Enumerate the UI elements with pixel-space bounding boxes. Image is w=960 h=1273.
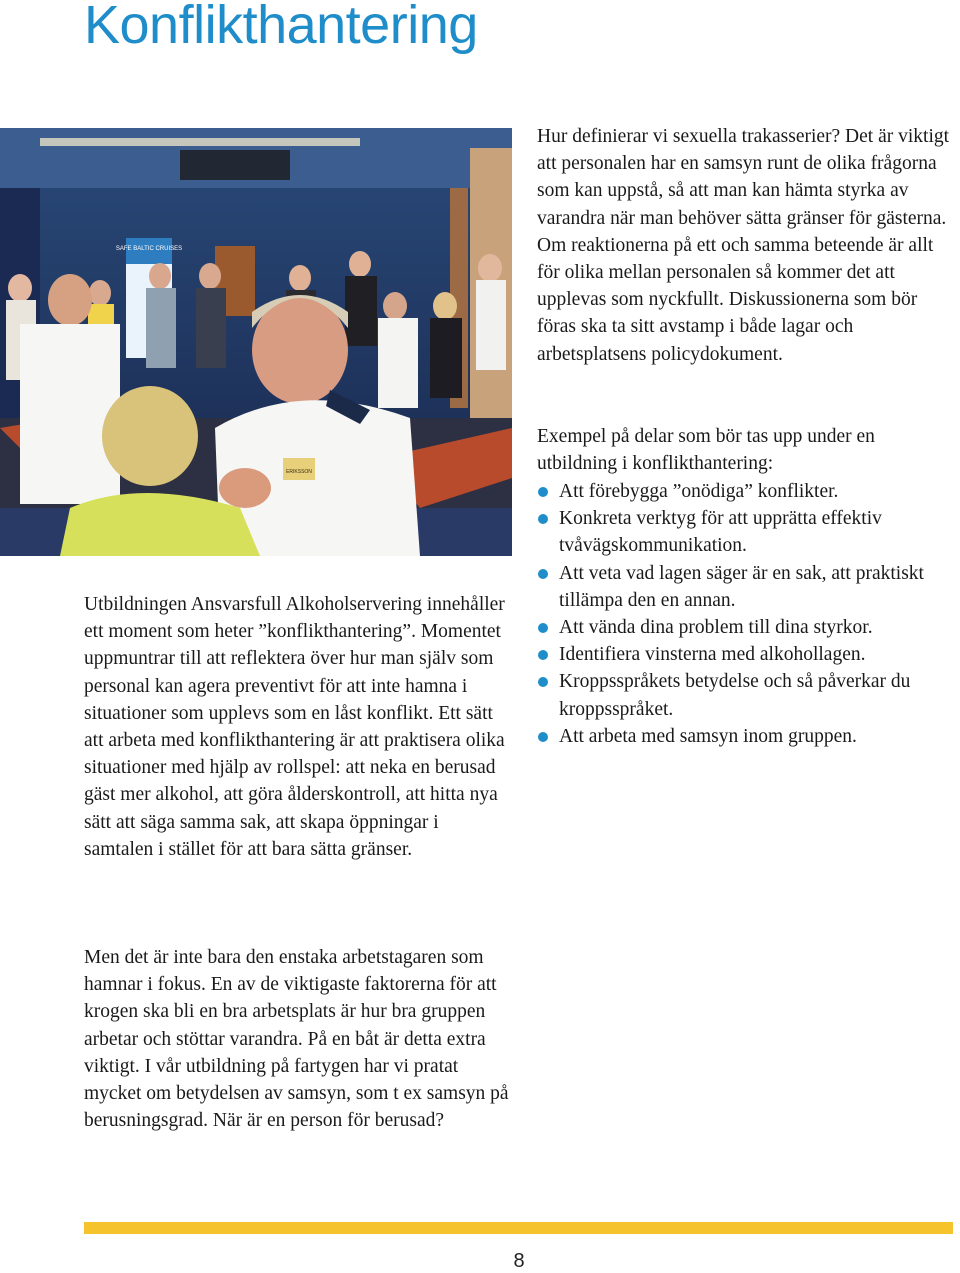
left-paragraph-2: Men det är inte bara den enstaka arbetstagaren som hamnar i fokus. En av de viktigaste faktorerna för att krogen ska bli en bra arbetsplats är hur bra gruppen arbetar och stöttar varandra. På en båt är detta extra viktigt. I vår utbildning på fartygen har vi pratat mycket om betydelsen av samsyn, som t ex samsyn på berusningsgrad. När är en person för berusad? (84, 947, 509, 1132)
right-paragraph-1: Hur definierar vi sexuella trakasserier? Det är viktigt att personalen har en samsyn runt de olika frågorna som kan uppstå, så att man kan hämta styrka av varandra när man behöver sätta gränser för gästerna. Om reaktionerna på ett och samma beteende är allt för olika mellan personalen så kommer det att upplevas som nyckfullt. Diskussionerna som bör föras ska ta sitt avstamp i både lagar och arbetsplatsens policydokument. (537, 126, 950, 365)
list-item: Konkreta verktyg för att upprätta effektiv tvåvägskommunikation. (537, 505, 957, 559)
bullet-icon (538, 514, 548, 524)
bullet-icon (538, 623, 548, 633)
bullet-icon (538, 650, 548, 660)
list-item: Att arbeta med samsyn inom gruppen. (537, 723, 957, 750)
page-number: 8 (513, 1250, 525, 1272)
list-intro: Exempel på delar som bör tas upp under en utbildning i konflikthantering: (537, 426, 875, 475)
name-badge-text: ERIKSSON (286, 469, 312, 475)
list-item: Identifiera vinsterna med alkohollagen. (537, 641, 957, 668)
bullet-icon (538, 732, 548, 742)
banner-sign-text: SAFE BALTIC CRUISES (115, 246, 183, 252)
list-item: Att veta vad lagen säger är en sak, att praktiskt tillämpa den en annan. (537, 560, 957, 614)
left-paragraph-1: Utbildningen Ansvarsfull Alkoholservering innehåller ett moment som heter ”konflikthantering”. Momentet uppmuntrar till att reflektera över hur man själv som personal kan agera preventivt för att inte hamna i situationer som upplevs som en låst konflikt. Ett sätt att arbeta med konflikthantering är att praktisera olika situationer med hjälp av rollspel: att neka en berusad gäst mer alkohol, att göra ålderskontroll, att hitta nya sätt att säga samma sak, att skapa öppningar i samtalen i stället för att bara sätta gränser. (84, 594, 505, 860)
footer-bar (84, 1222, 953, 1234)
bullet-icon (538, 677, 548, 687)
bullet-icon (538, 569, 548, 579)
list-item: Att vända dina problem till dina styrkor. (537, 614, 957, 641)
bullet-icon (538, 487, 548, 497)
list-item: Att förebygga ”onödiga” konflikter. (537, 478, 957, 505)
topic-list (537, 478, 957, 750)
page-title: Konflikthantering (84, 0, 478, 55)
training-photo (0, 128, 512, 556)
list-item: Kroppsspråkets betydelse och så påverkar du kroppsspråket. (537, 668, 957, 722)
